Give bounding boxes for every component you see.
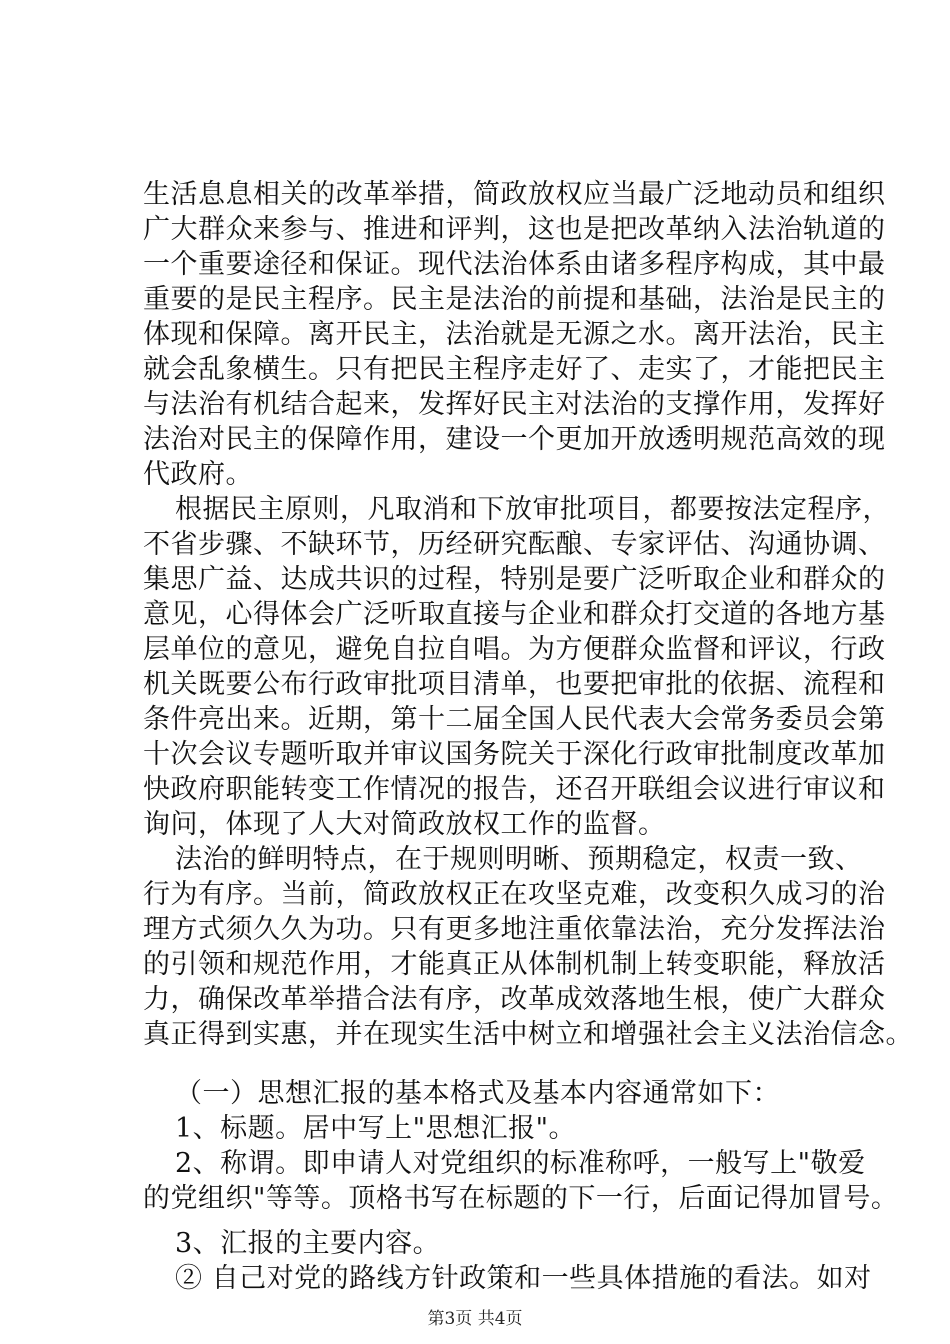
paragraph-line: 的党组织"等等。顶格书写在标题的下一行，后面记得加冒号。 [143, 1183, 899, 1214]
paragraph-line: 体现和保障。离开民主，法治就是无源之水。离开法治，民主 [143, 319, 886, 350]
paragraph-line: 理方式须久久为功。只有更多地注重依靠法治，充分发挥法治 [143, 914, 886, 945]
section-heading: （一）思想汇报的基本格式及基本内容通常如下： [175, 1078, 780, 1109]
paragraph-line: 法治的鲜明特点，在于规则明晰、预期稳定，权责一致、 [175, 844, 863, 875]
paragraph-line: 快政府职能转变工作情况的报告，还召开联组会议进行审议和 [143, 774, 886, 805]
paragraph-line: 机关既要公布行政审批项目清单，也要把审批的依据、流程和 [143, 669, 886, 700]
paragraph-line: 意见，心得体会广泛听取直接与企业和群众打交道的各地方基 [143, 599, 886, 630]
paragraph-line: 就会乱象横生。只有把民主程序走好了、走实了，才能把民主 [143, 354, 886, 385]
paragraph-line: 重要的是民主程序。民主是法治的前提和基础，法治是民主的 [143, 284, 886, 315]
paragraph-line: 层单位的意见，避免自拉自唱。为方便群众监督和评议，行政 [143, 634, 886, 665]
paragraph-line: 不省步骤、不缺环节，历经研究酝酿、专家评估、沟通协调、 [143, 529, 886, 560]
paragraph-line: 一个重要途径和保证。现代法治体系由诸多程序构成，其中最 [143, 249, 886, 280]
paragraph-line: 根据民主原则，凡取消和下放审批项目，都要按法定程序， [175, 494, 890, 525]
paragraph-line: 1、标题。居中写上"思想汇报"。 [175, 1113, 577, 1144]
paragraph-line: 询问，体现了人大对简政放权工作的监督。 [143, 809, 666, 840]
paragraph-line: 代政府。 [143, 459, 253, 490]
paragraph-line: 真正得到实惠，并在现实生活中树立和增强社会主义法治信念。 [143, 1019, 913, 1050]
paragraph-line: 力，确保改革举措合法有序，改革成效落地生根，使广大群众 [143, 984, 886, 1015]
paragraph-line: 与法治有机结合起来，发挥好民主对法治的支撑作用，发挥好 [143, 389, 886, 420]
paragraph-line: 广大群众来参与、推进和评判，这也是把改革纳入法治轨道的 [143, 214, 886, 245]
paragraph-line: 十次会议专题听取并审议国务院关于深化行政审批制度改革加 [143, 739, 886, 770]
paragraph-line: 的引领和规范作用，才能真正从体制机制上转变职能，释放活 [143, 949, 886, 980]
paragraph-line: 法治对民主的保障作用，建设一个更加开放透明规范高效的现 [143, 424, 886, 455]
paragraph-line: ② 自己对党的路线方针政策和一些具体措施的看法。如对 [175, 1263, 872, 1294]
paragraph-line: 集思广益、达成共识的过程，特别是要广泛听取企业和群众的 [143, 564, 886, 595]
paragraph-line: 2、称谓。即申请人对党组织的标准称呼，一般写上"敬爱 [175, 1148, 866, 1179]
page-number-footer: 第3页 共4页 [427, 1309, 523, 1329]
paragraph-line: 条件亮出来。近期，第十二届全国人民代表大会常务委员会第 [143, 704, 886, 735]
paragraph-line: 行为有序。当前，简政放权正在攻坚克难，改变积久成习的治 [143, 879, 886, 910]
paragraph-line: 生活息息相关的改革举措，简政放权应当最广泛地动员和组织 [143, 179, 886, 210]
section-heading: 3、汇报的主要内容。 [175, 1228, 441, 1259]
